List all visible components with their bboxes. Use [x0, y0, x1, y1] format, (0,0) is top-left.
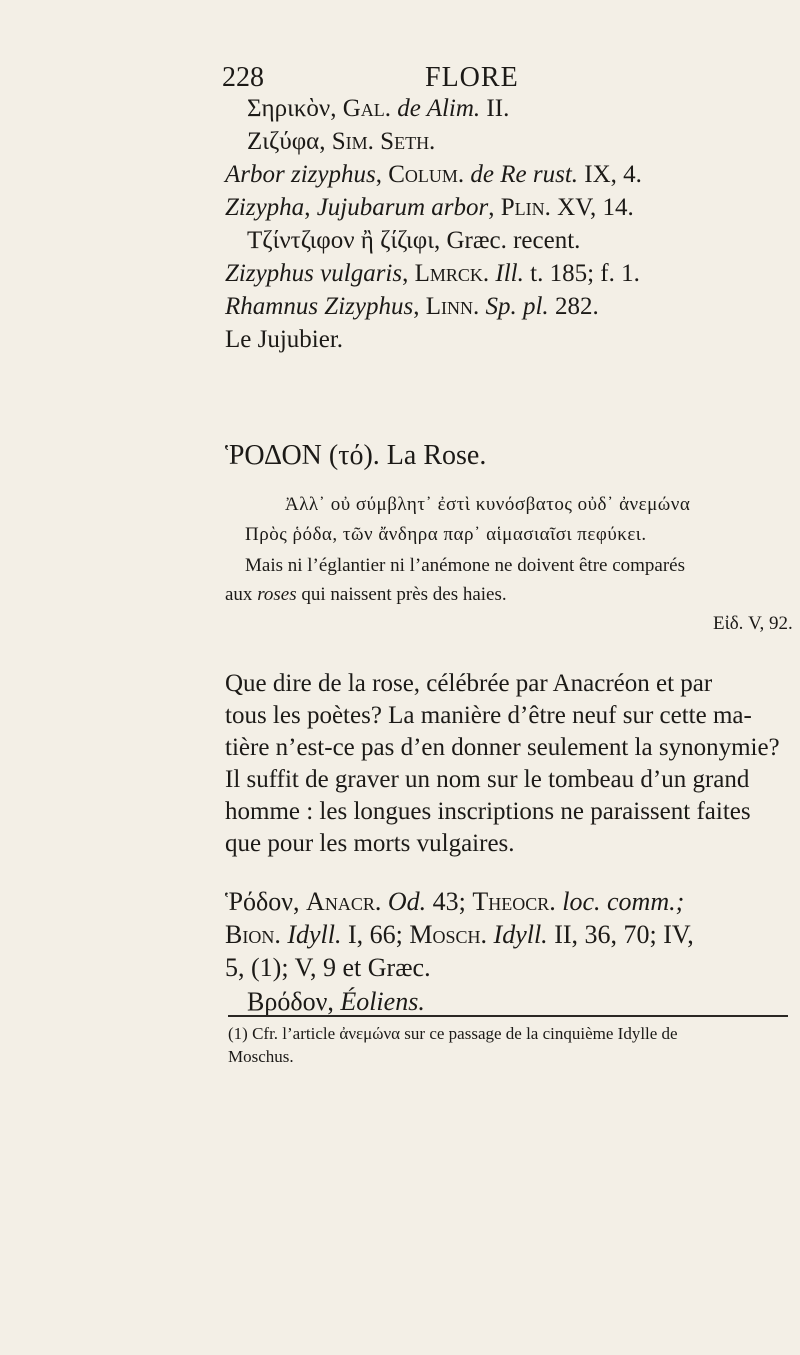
citation-text: ,	[402, 260, 415, 287]
reference-line	[225, 920, 694, 950]
reference-line	[225, 887, 684, 917]
entry-article: (τό).	[328, 440, 380, 471]
quote-emphasis: roses	[257, 584, 297, 605]
citation-text: Le Jujubier.	[225, 326, 344, 353]
footnote-text: (1) Cfr. l’article	[228, 1024, 340, 1043]
work-title: Od.	[387, 887, 427, 916]
synonym-line	[247, 95, 509, 123]
author-abbrev: Linn.	[425, 293, 486, 320]
author-abbrev: Sim. Seth.	[331, 128, 436, 155]
reference-line	[247, 987, 425, 1017]
author-abbrev: Plin.	[500, 194, 551, 221]
citation-text: II.	[480, 95, 510, 122]
quote-text: qui naissent près des haies.	[296, 584, 507, 605]
footnote-line	[228, 1024, 678, 1044]
author-abbrev: Theocr.	[472, 887, 563, 916]
footnote-line: Moschus.	[228, 1047, 294, 1066]
entry-greek-name: ῬΟΔΟΝ	[225, 440, 322, 471]
quote-text: aux	[225, 584, 258, 605]
citation-text: 5, (1); V, 9 et Græc.	[225, 953, 431, 982]
paragraph-line: homme : les longues inscriptions ne paraissent faites	[225, 798, 751, 825]
work-title: Zizyphus vulgaris	[225, 260, 403, 287]
quote-source: Εἰδ. V, 92.	[713, 613, 793, 634]
citation-text: 282.	[548, 293, 599, 320]
quote-french-line	[225, 584, 507, 606]
author-abbrev: Bion.	[225, 920, 288, 949]
citation-text: ,	[488, 194, 501, 221]
synonym-line	[225, 326, 343, 354]
citation-text: II, 36, 70; IV,	[547, 920, 694, 949]
work-title: Arbor zizyphus	[225, 161, 376, 188]
citation-text: ,	[304, 194, 317, 221]
work-title: de Re rust.	[470, 161, 579, 188]
work-title: de Alim.	[397, 95, 481, 122]
work-title: Éoliens.	[340, 987, 425, 1016]
work-title: Ill.	[495, 260, 524, 287]
entry-french-name: La Rose.	[386, 440, 487, 471]
author-abbrev: Lmrck.	[414, 260, 496, 287]
synonym-line	[225, 161, 642, 189]
paragraph-line: que pour les morts vulgaires.	[225, 830, 515, 857]
citation-text: XV, 14.	[550, 194, 634, 221]
citation-text: Σηρικὸν,	[247, 95, 343, 122]
paragraph-line: Que dire de la rose, célébrée par Anacréon et par	[225, 670, 713, 697]
footnote-greek: ἀνεμώνα	[339, 1024, 401, 1043]
paragraph-line: tous les poètes? La manière d’être neuf sur cette ma-	[225, 702, 752, 729]
citation-text: Ζιζύφα,	[247, 128, 332, 155]
running-title: FLORE	[425, 62, 519, 93]
synonym-line	[247, 227, 580, 255]
author-abbrev: Colum.	[388, 161, 471, 188]
quote-greek-line: Ἀλλ᾽ οὐ σύμβλητ᾽ ἐστὶ κυνόσβατος οὐδ᾽ ἀνεμώνα	[285, 494, 691, 515]
work-title: Jujubarum arbor	[316, 194, 489, 221]
entry-title	[225, 440, 486, 472]
footnote-rule	[228, 1015, 788, 1017]
citation-text: Ῥόδον,	[225, 887, 307, 916]
citation-text: ,	[413, 293, 426, 320]
reference-line	[225, 953, 431, 983]
work-title: Sp. pl.	[485, 293, 549, 320]
citation-text: IX, 4.	[578, 161, 642, 188]
paragraph-line: Il suffit de graver un nom sur le tombeau d’un grand	[225, 766, 750, 793]
citation-text: t. 185; f. 1.	[523, 260, 640, 287]
author-abbrev: Gal.	[342, 95, 398, 122]
work-title: Zizypha	[225, 194, 305, 221]
synonym-line	[225, 293, 599, 321]
page-number: 228	[222, 62, 264, 93]
synonym-line	[247, 128, 435, 156]
work-title: Idyll.	[287, 920, 342, 949]
work-title: Rhamnus Zizyphus	[225, 293, 414, 320]
quote-french-line: Mais ni l’églantier ni l’anémone ne doivent être comparés	[245, 555, 686, 576]
quote-greek-line: Πρὸς ῥόδα, τῶν ἄνδηρα παρ᾽ αἱμασιαῖσι πεφύκει.	[245, 524, 647, 545]
work-title: loc. comm.;	[562, 887, 685, 916]
synonym-line	[225, 260, 640, 288]
work-title: Idyll.	[493, 920, 548, 949]
paragraph-line: tière n’est-ce pas d’en donner seulement la synonymie?	[225, 734, 780, 761]
author-abbrev: Mosch.	[409, 920, 494, 949]
citation-text: ,	[375, 161, 389, 188]
citation-text: Τζίντζιφον ἢ ζίζιφι, Græc. recent.	[247, 227, 581, 254]
footnote-text: sur ce passage de la cinquième Idylle de	[400, 1024, 678, 1043]
citation-text: 43;	[426, 887, 473, 916]
citation-text: Βρόδον,	[247, 987, 341, 1016]
synonym-line	[225, 194, 634, 222]
author-abbrev: Anacr.	[306, 887, 388, 916]
citation-text: I, 66;	[341, 920, 410, 949]
